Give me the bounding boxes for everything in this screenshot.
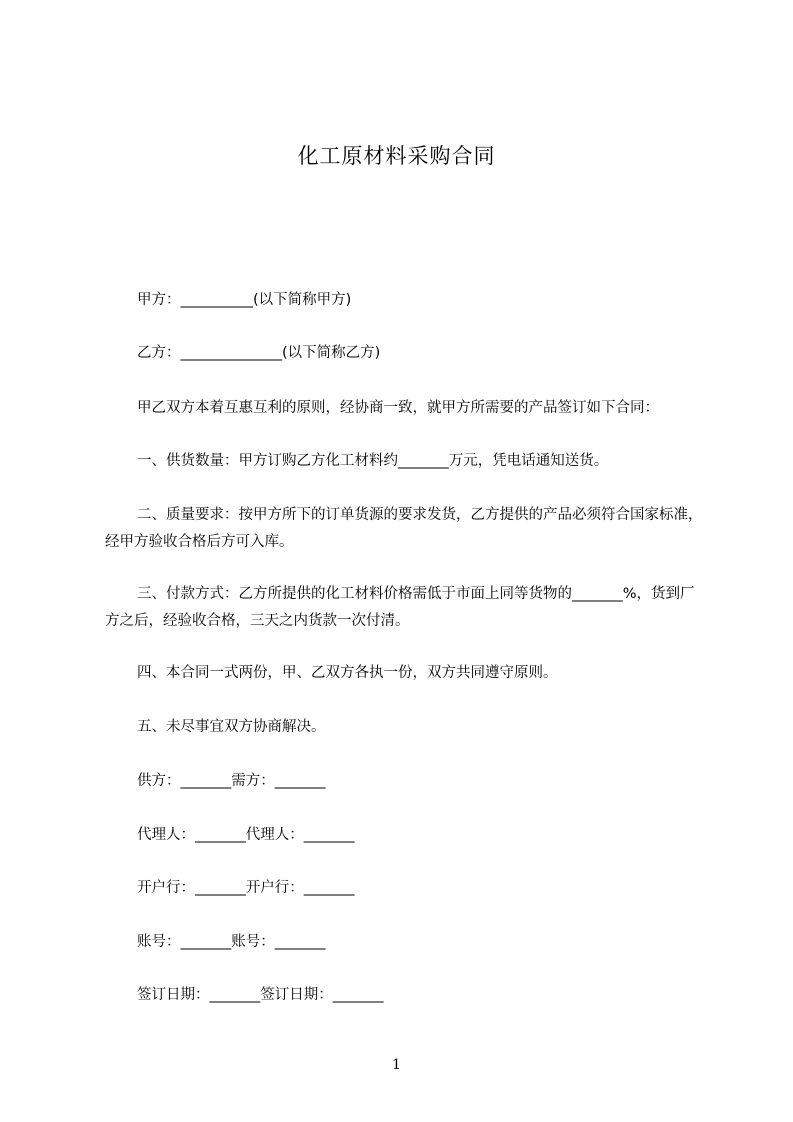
signature-supplier-buyer: 供方：_______需方：_______ — [137, 773, 326, 789]
signature-agents: 代理人：_______代理人：_______ — [137, 827, 355, 843]
clause-copies: 四、本合同一式两份，甲、乙双方各执一份，双方共同遵守原则。 — [137, 665, 558, 681]
signature-dates: 签订日期：_______签订日期：_______ — [137, 987, 384, 1003]
clause-payment-method: 三、付款方式：乙方所提供的化工材料价格需低于市面上同等货物的_______%，货到厂方之后，经验收合格，三天之内货款一次付清。 — [105, 586, 695, 629]
document-title: 化工原材料采购合同 — [297, 144, 496, 168]
party-b-line: 乙方：______________(以下简称乙方) — [137, 345, 381, 361]
party-a-line: 甲方：__________(以下简称甲方) — [137, 292, 352, 308]
page-number: 1 — [392, 1057, 401, 1073]
signature-banks: 开户行：_______开户行：_______ — [137, 880, 355, 896]
preamble-paragraph: 甲乙双方本着互惠互利的原则，经协商一致，就甲方所需要的产品签订如下合同： — [137, 400, 659, 416]
signature-accounts: 账号：_______账号：_______ — [137, 934, 326, 950]
clause-supply-quantity: 一、供货数量：甲方订购乙方化工材料约_______万元，凭电话通知送货。 — [137, 453, 609, 469]
clause-quality-requirements: 二、质量要求：按甲方所下的订单货源的要求发货，乙方提供的产品必须符合国家标准，经甲方验收合格后方可入库。 — [105, 507, 703, 550]
clause-unresolved-matters: 五、未尽事宜双方协商解决。 — [137, 719, 326, 735]
